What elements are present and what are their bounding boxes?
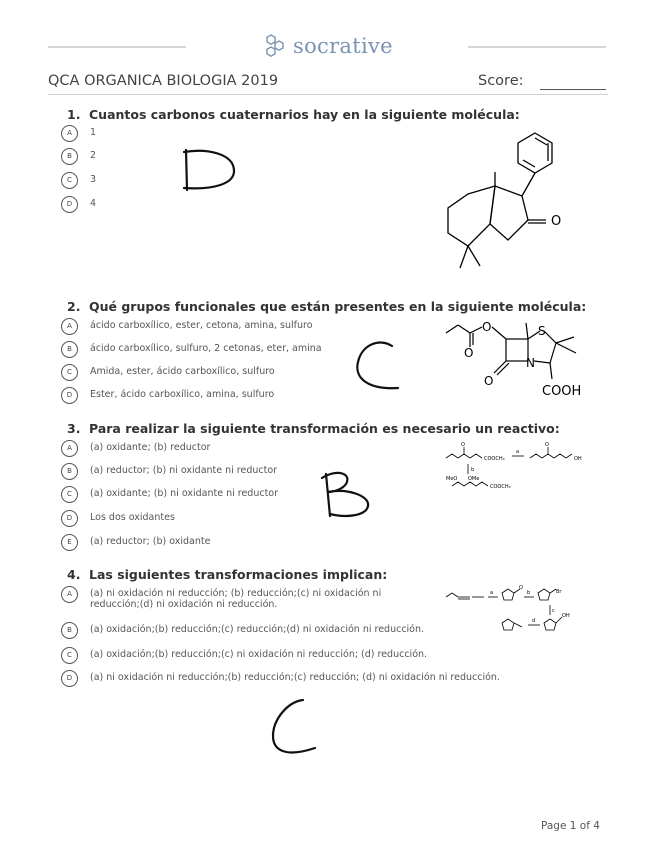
q3-bubble-e[interactable]: E bbox=[61, 534, 78, 551]
q4-step-d-label: d bbox=[532, 618, 536, 624]
q2-bubble-c[interactable]: C bbox=[61, 364, 78, 381]
q4-choice-a[interactable] bbox=[61, 586, 390, 610]
q3-step-b-label: b bbox=[471, 467, 475, 473]
q2-ester-oxygen-label: O bbox=[482, 320, 492, 334]
q1-choice-a-text: 1 bbox=[90, 127, 97, 138]
q4-handwritten-answer bbox=[263, 696, 323, 762]
q3-ketone-o-label: O bbox=[461, 442, 465, 448]
q4-choice-b[interactable] bbox=[61, 622, 424, 639]
q2-choice-b[interactable] bbox=[61, 341, 322, 358]
q2-nitrogen-label: N bbox=[526, 356, 535, 370]
question-1-text bbox=[67, 107, 520, 122]
question-2-prompt: Qué grupos funcionales que están presentes en la siguiente molécula: bbox=[89, 299, 587, 314]
q1-choice-b[interactable] bbox=[61, 148, 96, 165]
q4-choice-c[interactable] bbox=[61, 647, 427, 664]
q3-step-a-label: a bbox=[516, 449, 520, 455]
q2-penicillin-structure bbox=[444, 315, 594, 403]
q4-choice-c-text: (a) oxidación;(b) reducción;(c) ni oxidación ni reducción; (d) reducción. bbox=[90, 649, 428, 660]
q4-step-a-label: a bbox=[490, 590, 494, 596]
q1-bubble-d[interactable]: D bbox=[61, 196, 78, 213]
q4-reaction-scheme bbox=[444, 585, 594, 643]
q1-handwritten-answer bbox=[178, 146, 248, 196]
q2-choice-d-text: Ester, ácido carboxílico, amina, sulfuro bbox=[90, 389, 275, 400]
q2-bubble-d[interactable]: D bbox=[61, 387, 78, 404]
q3-bubble-a[interactable]: A bbox=[61, 440, 78, 457]
q4-bubble-a[interactable]: A bbox=[61, 586, 78, 603]
q4-step-c-label: c bbox=[552, 608, 555, 614]
q1-choice-d[interactable] bbox=[61, 196, 96, 213]
q3-choice-b[interactable] bbox=[61, 463, 277, 480]
header-rule-left bbox=[48, 46, 186, 48]
q1-oxygen-label: O bbox=[551, 214, 562, 229]
q3-choice-d-text: Los dos oxidantes bbox=[90, 512, 175, 523]
q4-choice-b-text: (a) oxidación;(b) reducción;(c) reducción;(d) ni oxidación ni reducción. bbox=[90, 624, 425, 635]
q2-choice-b-text: ácido carboxílico, sulfuro, 2 cetonas, eter, amina bbox=[90, 343, 322, 354]
question-2-number: 2. bbox=[67, 299, 81, 314]
question-1-prompt: Cuantos carbonos cuaternarios hay en la siguiente molécula: bbox=[89, 107, 520, 122]
q3-meo-label: MeO bbox=[446, 476, 458, 482]
q1-choice-c[interactable] bbox=[61, 172, 96, 189]
question-4-number: 4. bbox=[67, 567, 81, 582]
q4-choice-d-text: (a) ni oxidación ni reducción;(b) reducción;(c) reducción; (d) ni oxidación ni reducción. bbox=[90, 672, 500, 683]
question-1-number: 1. bbox=[67, 107, 81, 122]
q2-acid-label: COOH bbox=[542, 384, 582, 399]
q2-carbonyl-oxygen-label: O bbox=[464, 346, 474, 360]
q2-choice-a-text: ácido carboxílico, ester, cetona, amina, sulfuro bbox=[90, 320, 313, 331]
q3-choice-c-text: (a) oxidante; (b) ni oxidante ni reductor bbox=[90, 488, 279, 499]
q2-choice-d[interactable] bbox=[61, 387, 274, 404]
q2-handwritten-answer bbox=[350, 338, 410, 396]
q4-br-label: Br bbox=[556, 589, 562, 595]
header-divider bbox=[48, 94, 608, 95]
q2-lactam-oxygen-label: O bbox=[484, 374, 494, 388]
q1-choice-b-text: 2 bbox=[90, 150, 97, 161]
question-3-text bbox=[67, 421, 560, 436]
q3-choice-e[interactable] bbox=[61, 534, 210, 551]
q3-choice-a-text: (a) oxidante; (b) reductor bbox=[90, 442, 211, 453]
q3-ester-label: COOCH₃ bbox=[484, 456, 505, 462]
q3-choice-d[interactable] bbox=[61, 510, 175, 527]
q1-choice-a[interactable] bbox=[61, 125, 96, 142]
brand-logo bbox=[263, 32, 393, 60]
q4-oh-label: OH bbox=[562, 613, 570, 619]
q3-ome-label: OMe bbox=[468, 476, 480, 482]
question-4-text bbox=[67, 567, 387, 582]
q3-handwritten-answer bbox=[318, 466, 378, 522]
score-label: Score: bbox=[478, 73, 524, 89]
q1-bubble-c[interactable]: C bbox=[61, 172, 78, 189]
question-4-prompt: Las siguientes transformaciones implican: bbox=[89, 567, 388, 582]
header-rule-right bbox=[468, 46, 606, 48]
q1-molecule-structure bbox=[440, 128, 580, 278]
q2-bubble-b[interactable]: B bbox=[61, 341, 78, 358]
q3-oh-label: OH bbox=[574, 456, 582, 462]
question-3-number: 3. bbox=[67, 421, 81, 436]
q2-sulfur-label: S bbox=[538, 324, 546, 338]
q3-bubble-d[interactable]: D bbox=[61, 510, 78, 527]
brand-name: socrative bbox=[293, 34, 393, 58]
quiz-title: QCA ORGANICA BIOLOGIA 2019 bbox=[48, 73, 279, 89]
q3-choice-c[interactable] bbox=[61, 486, 278, 503]
socrative-hexagon-icon bbox=[263, 32, 289, 60]
q4-o-label: O bbox=[519, 585, 523, 591]
q3-choice-e-text: (a) reductor; (b) oxidante bbox=[90, 536, 211, 547]
q1-bubble-a[interactable]: A bbox=[61, 125, 78, 142]
q4-choice-d[interactable] bbox=[61, 670, 500, 687]
q3-choice-a[interactable] bbox=[61, 440, 210, 457]
q3-bubble-c[interactable]: C bbox=[61, 486, 78, 503]
q3-bubble-b[interactable]: B bbox=[61, 463, 78, 480]
q4-bubble-b[interactable]: B bbox=[61, 622, 78, 639]
q3-ester2-label: COOCH₃ bbox=[490, 484, 511, 490]
q4-choice-a-text: (a) ni oxidación ni reducción; (b) reducción;(c) ni oxidación ni reducción;(d) ni oxidación ni reducción. bbox=[90, 588, 382, 610]
question-3-prompt: Para realizar la siguiente transformación es necesario un reactivo: bbox=[89, 421, 560, 436]
q1-bubble-b[interactable]: B bbox=[61, 148, 78, 165]
question-2-text bbox=[67, 299, 586, 314]
q1-choice-c-text: 3 bbox=[90, 174, 97, 185]
q4-step-b-label: b bbox=[527, 590, 531, 596]
q1-choice-d-text: 4 bbox=[90, 198, 97, 209]
q2-bubble-a[interactable]: A bbox=[61, 318, 78, 335]
q2-choice-c[interactable] bbox=[61, 364, 275, 381]
q4-bubble-d[interactable]: D bbox=[61, 670, 78, 687]
q2-choice-a[interactable] bbox=[61, 318, 313, 335]
q4-bubble-c[interactable]: C bbox=[61, 647, 78, 664]
page-number: Page 1 of 4 bbox=[541, 820, 600, 832]
q2-choice-c-text: Amida, ester, ácido carboxílico, sulfuro bbox=[90, 366, 275, 377]
q3-reaction-scheme bbox=[444, 440, 594, 504]
q3-choice-b-text: (a) reductor; (b) ni oxidante ni reductor bbox=[90, 465, 278, 476]
score-blank bbox=[540, 89, 606, 90]
q3-product-o-label: O bbox=[545, 442, 549, 448]
